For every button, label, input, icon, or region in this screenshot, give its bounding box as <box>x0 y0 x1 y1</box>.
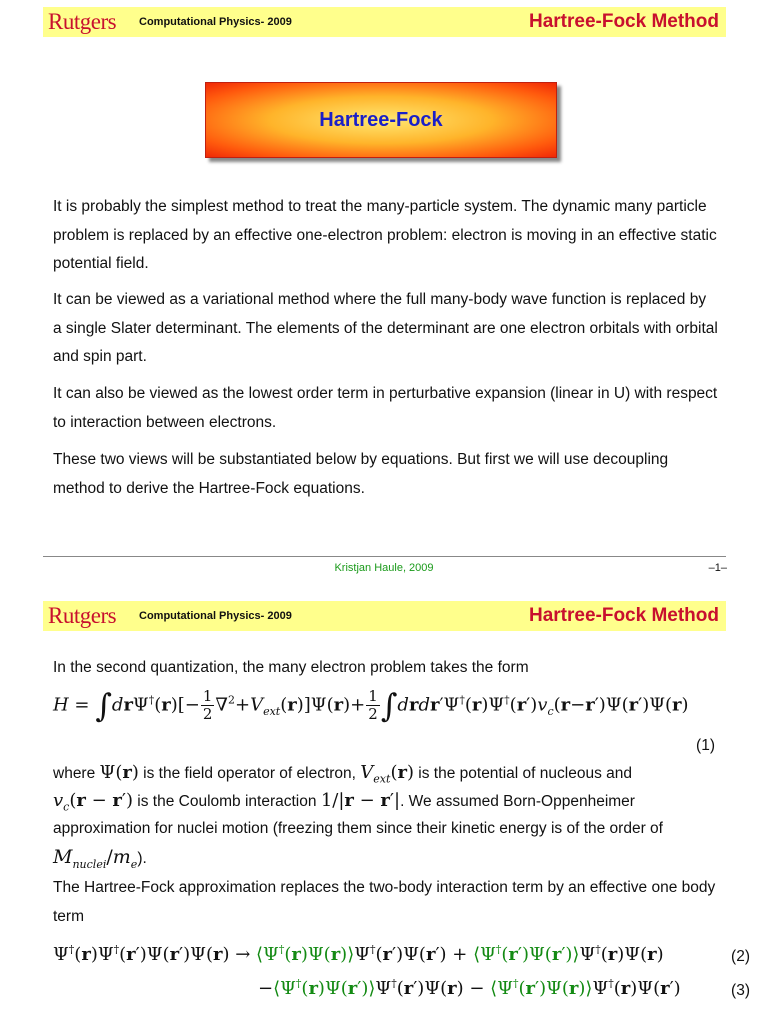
intro-text: In the second quantization, the many electron problem takes the form <box>53 659 529 676</box>
text-span: is the Coulomb interaction <box>132 793 321 810</box>
text-span: is the potential of nucleous and <box>413 765 632 782</box>
slide-2 <box>0 590 768 1024</box>
equation-2: Ψ†(r)Ψ†(r′)Ψ(r′)Ψ(r) → ⟨Ψ†(r)Ψ(r)⟩Ψ†(r′)Ψ(r′) + ⟨Ψ†(r′)Ψ(r′)⟩Ψ†(r)Ψ(r) <box>53 943 664 965</box>
text-span: where <box>53 765 100 782</box>
text-span: is the field operator of electron, <box>138 765 361 782</box>
paragraph-4: These two views will be substantiated below by equations. But first we will use decoupling method to derive the Hartree-Fock equations. <box>53 451 669 497</box>
equation-2-number: (2) <box>731 948 750 965</box>
rutgers-logo: Rutgers <box>48 9 117 34</box>
footer-author: Kristjan Haule, 2009 <box>334 562 434 574</box>
course-label: Computational Physics- 2009 <box>139 610 292 622</box>
mass-ratio-line: $M_{nuclei}/m_e$). <box>53 846 147 871</box>
math-psi: Ψ(r) <box>99 762 139 783</box>
equation-3: −⟨Ψ†(r)Ψ(r′)⟩Ψ†(r′)Ψ(r) − ⟨Ψ†(r′)Ψ(r)⟩Ψ†(r)Ψ(r′) <box>258 977 681 999</box>
header-title: Hartree-Fock Method <box>528 11 719 32</box>
math-mass-ratio: $M_{nuclei}/m_e$ <box>53 846 138 871</box>
paragraph-2: It can be viewed as a variational method where the full many-body wave function is replaced by a single Slater determinant. The elements of the determinant are one electron orbitals with orbital and spin part. <box>53 291 718 365</box>
math-vc: $v_c(r - r')$ <box>53 790 133 814</box>
slide-header <box>43 7 726 37</box>
equation-3-number: (3) <box>731 982 750 999</box>
text-span: . We assumed Born-Oppenheimer <box>400 793 635 810</box>
paragraph-1: It is probably the simplest method to treat the many-particle system. The dynamic many particle problem is replaced by an effective one-electron problem: electron is moving in an effective static potential field. <box>53 198 717 272</box>
math-vext: $V_{ext}(r)$ <box>360 762 414 786</box>
title-box <box>205 82 557 158</box>
hartree-fock-text: The Hartree-Fock approximation replaces the two-body interaction term by an effective one body term <box>53 879 716 925</box>
math-coulomb: 1/|r − r′| <box>320 790 401 811</box>
title-box-text: Hartree-Fock <box>319 109 443 131</box>
course-label: Computational Physics- 2009 <box>139 16 292 28</box>
header-title: Hartree-Fock Method <box>528 605 719 626</box>
slide-header-2 <box>43 601 726 631</box>
approximation-line: approximation for nuclei motion (freezing them since their kinetic energy is of the order of <box>53 820 663 837</box>
footer-page-number: –1– <box>708 562 727 574</box>
rutgers-logo: Rutgers <box>48 603 117 628</box>
equation-1-number: (1) <box>696 737 715 754</box>
paragraph-3: It can also be viewed as the lowest order term in perturbative expansion (linear in U) with respect to interaction between electrons. <box>53 385 718 431</box>
footer-divider <box>43 556 726 557</box>
equation-1: H = ∫drΨ†(r)[− $\frac{1}{2}$ $\nabla^2+V_{ext}(r)]\Psi(r)+$ $\frac{1}{2}$ $\int drdr'\Psi^\dagger(r)\Psi^\dagger(r')v_c(r-r')\Psi(r')\Psi(r)$ <box>53 686 689 725</box>
